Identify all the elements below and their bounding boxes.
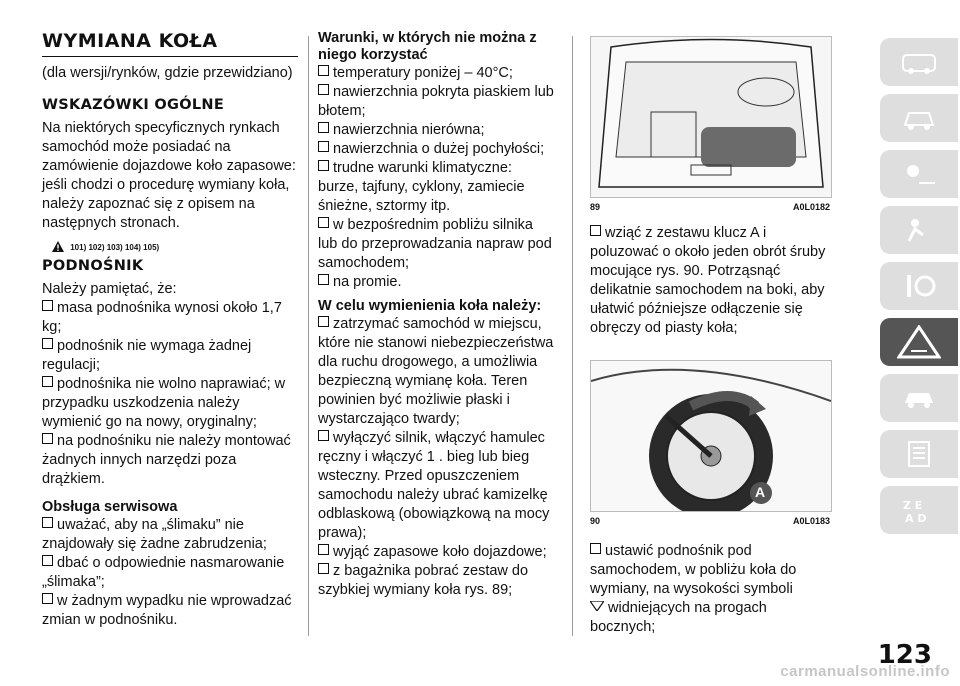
alphabet-index-icon [899, 495, 939, 525]
bullet-box-icon [318, 84, 329, 95]
car-service-icon [899, 383, 939, 413]
watermark: carmanualsonline.info [780, 663, 950, 680]
list-item: temperatury poniżej – 40°C; [318, 64, 554, 83]
heading-jack: PODNOŚNIK [42, 258, 144, 274]
list-item: w żadnym wypadku nie wprowadzać zmian w podnośniku. [42, 593, 292, 628]
bullet-box-icon [318, 217, 329, 228]
bullet-box-icon [590, 225, 601, 236]
jack-point-triangle-icon [590, 601, 604, 611]
bullet-box-icon [318, 141, 329, 152]
list-item: trudne warunki klimatyczne: burze, tajfuny, cyklony, zamiecie śnieżne, sztormy itp. [318, 160, 525, 214]
bullet-box-icon [42, 338, 53, 349]
list-item: nawierzchnia o dużej pochyłości; [318, 140, 554, 159]
bullet-box-icon [42, 593, 53, 604]
warning-triangle-icon [52, 241, 64, 252]
warning-triangle-icon [897, 325, 941, 359]
specs-list-icon [899, 439, 939, 469]
figure-90-wheel-image [590, 360, 832, 512]
list-item: w bezpośrednim pobliżu silnika lub do przeprowadzania napraw pod samochodem; [318, 217, 552, 271]
tab-tools[interactable] [880, 262, 958, 310]
tab-emergency[interactable] [880, 318, 958, 366]
figure-label-a: A [755, 484, 766, 500]
car-lights-icon [899, 103, 939, 133]
car-dashboard-icon [899, 47, 939, 77]
column-3 [590, 36, 830, 637]
jack-intro: Należy pamiętać, że: [42, 281, 177, 297]
column-divider [308, 36, 309, 636]
bullet-box-icon [42, 433, 53, 444]
bullet-box-icon [590, 543, 601, 554]
list-item: wyjąć zapasowe koło dojazdowe; [318, 543, 554, 562]
list-item: podnośnik nie wymaga żadnej regulacji; [42, 338, 252, 373]
list-item: na promie. [318, 273, 554, 292]
list-item: masa podnośnika wynosi około 1,7 kg; [42, 300, 282, 335]
heading-general: WSKAZÓWKI OGÓLNE [42, 97, 225, 113]
trunk-illustration [591, 37, 831, 197]
bullet-box-icon [42, 517, 53, 528]
seatbelt-airbag-icon [899, 215, 939, 245]
page-number: 123 [877, 640, 932, 670]
section-subtitle: (dla wersji/rynków, gdzie przewidziano) [42, 65, 293, 81]
tab-specs[interactable] [880, 430, 958, 478]
list-item: na podnośniku nie należy montować żadnych innych narzędzi poza drążkiem. [42, 433, 291, 487]
heading-change: W celu wymienienia koła należy: [318, 298, 542, 314]
tools-steering-icon [899, 271, 939, 301]
column-divider [572, 36, 573, 636]
warning-refs: 101) 102) 103) 104) 105) [52, 241, 298, 252]
bullet-box-icon [318, 122, 329, 133]
tab-climate[interactable] [880, 150, 958, 198]
list-item: nawierzchnia nierówna; [318, 121, 554, 140]
heading-conditions: Warunki, w których nie można z niego korzystać [318, 30, 537, 63]
tab-car-dashboard[interactable] [880, 38, 958, 86]
sun-climate-icon [899, 159, 939, 189]
list-item: zatrzymać samochód w miejscu, które nie stanowi niebezpieczeństwa dla ruchu drogowego, a umożliwia bezpieczną wymianę koła. Teren powinien być możliwie płaski i wystarczająco twardy; [318, 316, 554, 427]
wheel-illustration [591, 361, 831, 511]
svg-text:A D: A D [905, 512, 927, 525]
list-item: z bagażnika pobrać zestaw do szybkiej wymiany koła rys. 89; [318, 563, 529, 598]
figure-90-caption: 90 A0L0183 [590, 516, 830, 526]
heading-service: Obsługa serwisowa [42, 499, 178, 515]
svg-text:Z E: Z E [903, 499, 923, 512]
column-2 [318, 30, 554, 600]
bullet-box-icon [318, 274, 329, 285]
chapter-tabs [880, 38, 960, 542]
column-1 [42, 30, 298, 630]
bullet-box-icon [318, 544, 329, 555]
bullet-box-icon [42, 300, 53, 311]
figure-89-trunk-image [590, 36, 832, 198]
bullet-box-icon [318, 316, 329, 327]
bullet-box-icon [318, 160, 329, 171]
bullet-box-icon [318, 563, 329, 574]
bullet-box-icon [42, 555, 53, 566]
list-item: wziąć z zestawu klucz A i poluzować o około jeden obrót śruby mocujące rys. 90. Potrząsnąć delikatnie samochodem na boki, aby ułatwić późniejsze odłączenie się obręczy od piasty koła; [590, 225, 826, 336]
bullet-box-icon [42, 376, 53, 387]
list-item: podnośnika nie wolno naprawiać; w przypadku uszkodzenia należy wymienić go na nowy, oryginalny; [42, 376, 286, 430]
section-title: WYMIANA KOŁA [42, 30, 298, 57]
list-item: dbać o odpowiednie nasmarowanie „ślimaka”; [42, 555, 285, 590]
general-text: Na niektórych specyficznych rynkach samochód może posiadać na zamówienie dojazdowe koło zapasowe: jeśli chodzi o procedurę wymiany koła, należy zapoznać się z opisem na następnych stronach. [42, 120, 296, 231]
list-item: widniejących na progach bocznych; [590, 600, 767, 635]
bullet-box-icon [318, 65, 329, 76]
list-item: uważać, aby na „ślimaku” nie znajdowały się żadne zabrudzenia; [42, 517, 267, 552]
list-item: ustawić podnośnik pod samochodem, w pobliżu koła do wymiany, na wysokości symboli [590, 543, 797, 597]
list-item: wyłączyć silnik, włączyć hamulec ręczny i włączyć 1 . bieg lub bieg wsteczny. Przed opuszczeniem samochodu należy ubrać kamizelkę odblaskową (obowiązkową na mocy prawa); [318, 430, 550, 541]
tab-car-lights[interactable] [880, 94, 958, 142]
bullet-box-icon [318, 430, 329, 441]
list-item: nawierzchnia pokryta piaskiem lub błotem; [318, 84, 554, 119]
tab-safety[interactable] [880, 206, 958, 254]
tab-service[interactable] [880, 374, 958, 422]
tab-index[interactable] [880, 486, 958, 534]
figure-89-caption: 89 A0L0182 [590, 202, 830, 212]
